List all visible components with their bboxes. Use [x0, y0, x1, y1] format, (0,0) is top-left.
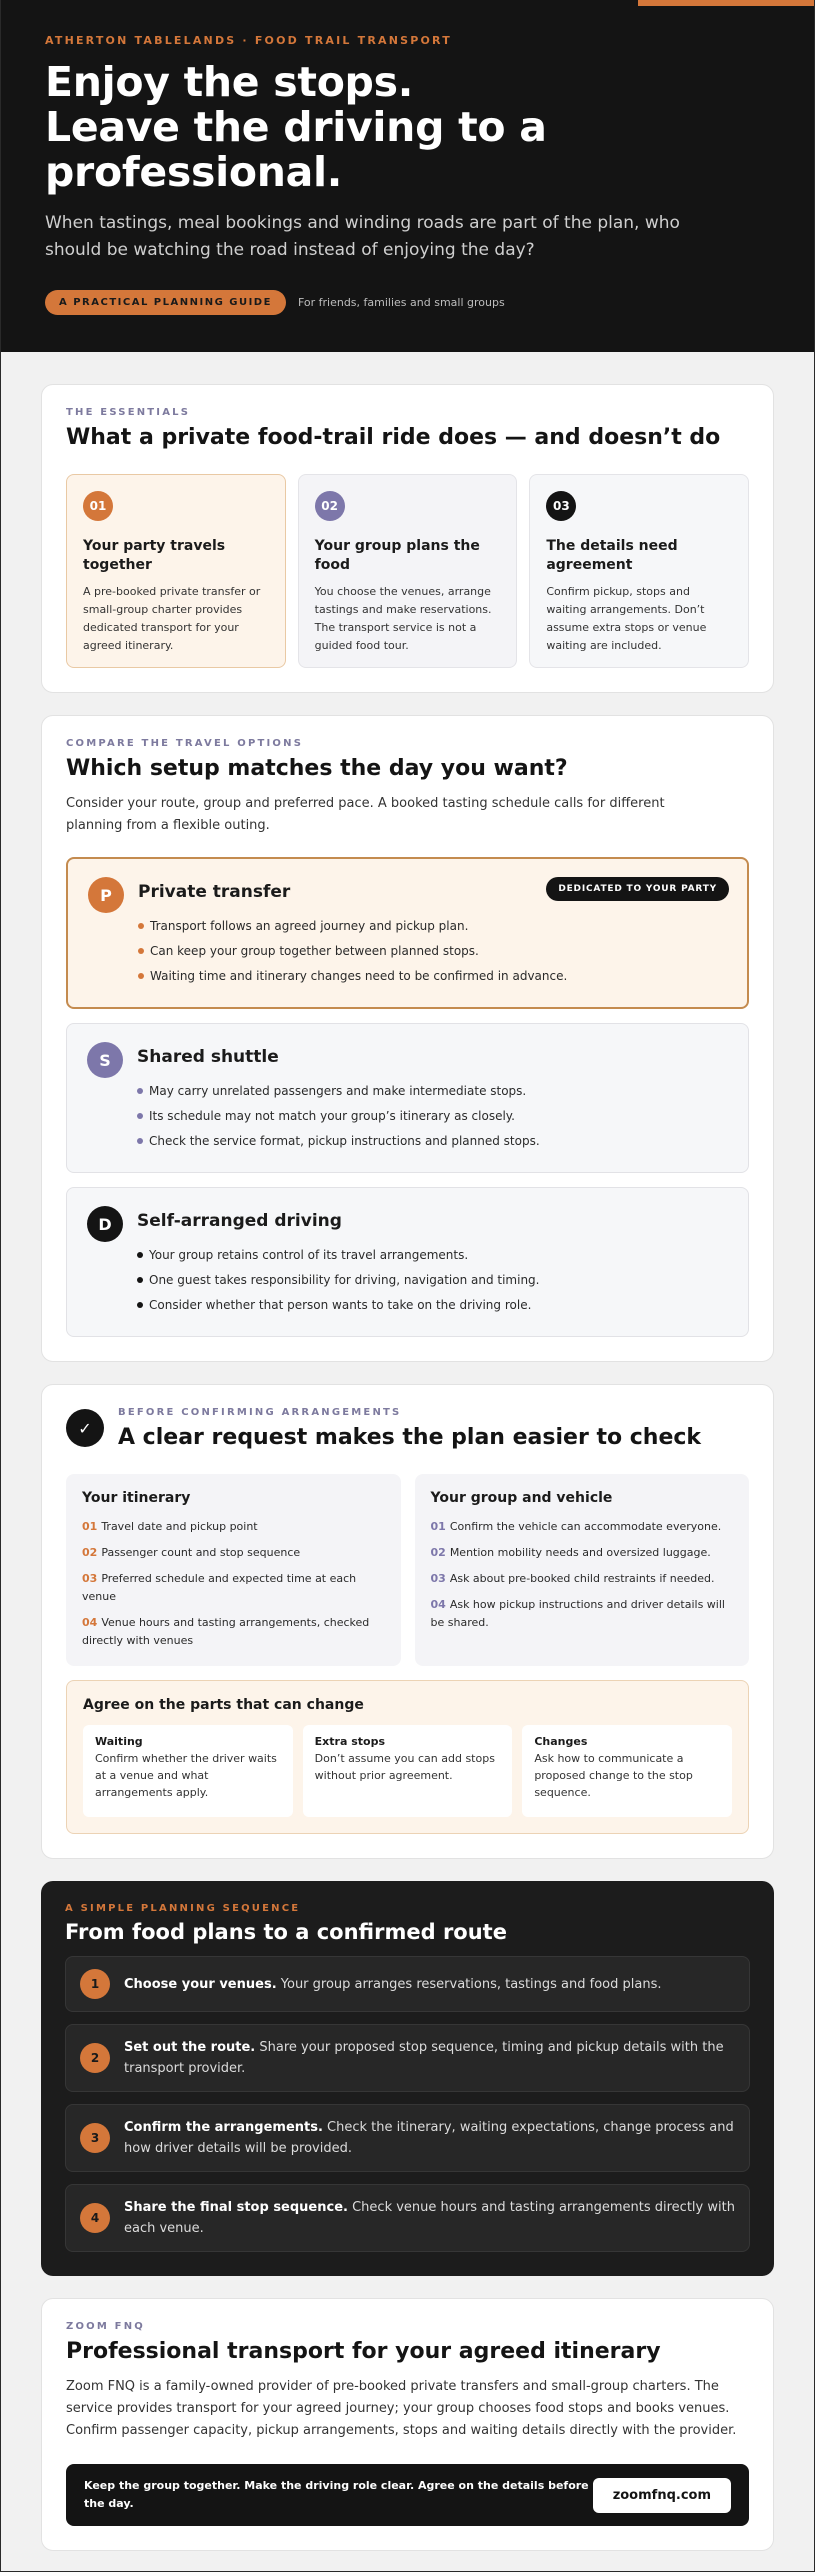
item-text: Ask how pickup instructions and driver details will be shared.	[430, 1598, 725, 1629]
item-text: Venue hours and tasting arrangements, checked directly with venues	[82, 1616, 370, 1647]
steps-list	[65, 1956, 750, 2252]
options-intro: Consider your route, group and preferred pace. A booked tasting schedule calls for different planning from a flexible outing.	[66, 796, 665, 833]
option-letter-badge: S	[87, 1042, 123, 1078]
options-section	[41, 715, 774, 1362]
request-section	[41, 1384, 774, 1859]
option-point-text: Consider whether that person wants to take on the driving role.	[149, 1298, 532, 1312]
change-card-changes	[522, 1725, 732, 1817]
essential-text: A pre-booked private transfer or small-group charter provides dedicated transport for your agreed itinerary.	[83, 585, 261, 652]
sequence-step	[65, 2024, 750, 2092]
essential-text: Confirm pickup, stops and waiting arrangements. Don’t assume extra stops or venue waiting are included.	[546, 585, 707, 652]
change-card-title: Changes	[534, 1735, 588, 1748]
hero-eyebrow: ATHERTON TABLELANDS · FOOD TRAIL TRANSPORT	[45, 34, 452, 47]
essential-title: Your group plans the food	[314, 538, 480, 573]
essential-title: The details need agreement	[546, 538, 678, 573]
list-item	[82, 1518, 385, 1536]
step-heading: Choose your venues.	[124, 1976, 277, 1992]
bullet-dot	[137, 1113, 143, 1119]
item-number: 04	[82, 1616, 98, 1629]
option-point	[137, 1243, 540, 1268]
essentials-section	[41, 384, 774, 693]
item-text: Passenger count and stop sequence	[101, 1546, 301, 1559]
hero-title-line2: Leave the driving to a	[45, 103, 547, 151]
essential-card	[66, 474, 286, 668]
option-point	[137, 1268, 540, 1293]
step-heading: Set out the route.	[124, 2040, 256, 2055]
cta-text: Keep the group together. Make the driving role clear. Agree on the details before the day.	[84, 2479, 589, 2510]
bullet-dot	[137, 1302, 143, 1308]
step-detail: Check the itinerary, waiting expectations, change process and how driver details will be provided.	[124, 2120, 734, 2156]
bullet-dot	[138, 923, 144, 929]
hero-title-line1: Enjoy the stops.	[45, 58, 413, 106]
request-title: A clear request makes the plan easier to check	[118, 1425, 702, 1450]
request-grid	[66, 1474, 749, 1666]
item-text: Mention mobility needs and oversized luggage.	[449, 1546, 711, 1559]
item-number: 01	[82, 1520, 98, 1533]
item-number: 03	[430, 1572, 446, 1585]
hero-title-line3: professional.	[45, 148, 342, 196]
provider-eyebrow: ZOOM FNQ	[66, 2321, 145, 2332]
list-item	[431, 1544, 734, 1562]
list-item	[431, 1570, 734, 1588]
option-title: Shared shuttle	[137, 1047, 279, 1067]
number-badge: 02	[315, 491, 345, 521]
change-card-extra-stops	[303, 1725, 513, 1817]
option-shared-shuttle	[66, 1023, 749, 1173]
item-text: Travel date and pickup point	[101, 1520, 258, 1533]
step-text	[124, 1974, 661, 1995]
options-title: Which setup matches the day you want?	[66, 756, 568, 781]
option-point	[138, 914, 567, 939]
essential-card	[529, 474, 749, 668]
item-text: Ask about pre-booked child restraints if needed.	[449, 1572, 715, 1585]
step-detail: Share your proposed stop sequence, timing and pickup details with the transport provider.	[124, 2040, 724, 2076]
essential-title: Your party travels together	[83, 538, 226, 573]
change-title: Agree on the parts that can change	[83, 1697, 364, 1713]
hero-section	[1, 0, 814, 352]
changeable-parts-box	[66, 1680, 749, 1834]
bullet-dot	[138, 948, 144, 954]
option-points	[138, 914, 567, 989]
option-point	[137, 1129, 540, 1154]
option-point-text: Can keep your group together between planned stops.	[150, 944, 479, 958]
item-number: 03	[82, 1572, 98, 1585]
provider-body: Zoom FNQ is a family-owned provider of pre-booked private transfers and small-group charters. The service provides transport for your agreed journey; your group chooses food stops and books venues. Confirm passenger capacity, pickup arrangements, stops and waiting details directly with the provider.	[66, 2379, 737, 2438]
list-item	[82, 1570, 385, 1606]
list-item	[431, 1518, 734, 1536]
sequence-step	[65, 1956, 750, 2012]
options-eyebrow: COMPARE THE TRAVEL OPTIONS	[66, 738, 304, 749]
option-private-transfer	[66, 857, 749, 1009]
provider-title: Professional transport for your agreed itinerary	[66, 2339, 661, 2364]
option-point	[137, 1104, 540, 1129]
step-detail: Your group arranges reservations, tastings and food plans.	[276, 1976, 662, 1992]
step-number: 3	[80, 2123, 110, 2153]
dedicated-tag: DEDICATED TO YOUR PARTY	[546, 877, 729, 901]
option-point-text: Its schedule may not match your group’s itinerary as closely.	[149, 1109, 515, 1123]
list-item	[82, 1614, 385, 1650]
sequence-title: From food plans to a confirmed route	[65, 1920, 507, 1944]
provider-section	[41, 2298, 774, 2551]
option-point-text: Your group retains control of its travel arrangements.	[149, 1248, 469, 1262]
change-card-text: Confirm whether the driver waits at a venue and what arrangements apply.	[95, 1752, 277, 1799]
bullet-dot	[137, 1088, 143, 1094]
check-icon: ✓	[66, 1409, 104, 1447]
item-number: 04	[430, 1598, 446, 1611]
option-title: Self-arranged driving	[137, 1211, 342, 1231]
bullet-dot	[137, 1252, 143, 1258]
option-self-arranged-driving	[66, 1187, 749, 1337]
audience-note: For friends, families and small groups	[297, 296, 505, 309]
step-heading: Confirm the arrangements.	[124, 2120, 323, 2135]
list-item	[431, 1596, 734, 1632]
number-badge: 01	[83, 491, 113, 521]
essential-card	[298, 474, 518, 668]
website-link-button[interactable]: zoomfnq.com	[593, 2478, 731, 2513]
option-point-text: One guest takes responsibility for driving, navigation and timing.	[149, 1273, 540, 1287]
step-detail: Check venue hours and tasting arrangements directly with each venue.	[124, 2200, 735, 2236]
option-points	[137, 1243, 540, 1318]
option-point-text: Check the service format, pickup instructions and planned stops.	[149, 1134, 540, 1148]
itinerary-list	[82, 1518, 385, 1650]
step-text	[124, 2117, 735, 2159]
essential-text: You choose the venues, arrange tastings and make reservations. The transport service is not a guided food tour.	[314, 585, 492, 652]
step-number: 4	[80, 2203, 110, 2233]
step-number: 2	[80, 2043, 110, 2073]
option-point	[137, 1079, 540, 1104]
request-eyebrow: BEFORE CONFIRMING ARRANGEMENTS	[118, 1407, 402, 1418]
bullet-dot	[137, 1277, 143, 1283]
essentials-grid	[66, 474, 749, 668]
change-card-waiting	[83, 1725, 293, 1817]
option-point-text: Transport follows an agreed journey and pickup plan.	[150, 919, 469, 933]
option-letter-badge: P	[88, 877, 124, 913]
bullet-dot	[138, 973, 144, 979]
group-title: Your group and vehicle	[430, 1490, 613, 1506]
item-number: 01	[430, 1520, 446, 1533]
change-card-title: Extra stops	[314, 1735, 385, 1748]
group-list	[431, 1518, 734, 1632]
change-grid	[83, 1725, 732, 1817]
option-points	[137, 1079, 540, 1154]
essentials-title: What a private food-trail ride does — and doesn’t do	[66, 425, 721, 450]
sequence-eyebrow: A SIMPLE PLANNING SEQUENCE	[65, 1903, 301, 1914]
itinerary-title: Your itinerary	[82, 1490, 191, 1506]
request-header	[66, 1407, 749, 1452]
option-point	[138, 939, 567, 964]
step-text	[124, 2037, 735, 2079]
sequence-step	[65, 2104, 750, 2172]
sequence-step	[65, 2184, 750, 2252]
item-text: Preferred schedule and expected time at each venue	[82, 1572, 357, 1603]
itinerary-checklist	[66, 1474, 401, 1666]
hero-title	[45, 60, 685, 195]
cta-banner	[66, 2464, 749, 2526]
group-vehicle-checklist	[415, 1474, 750, 1666]
change-card-title: Waiting	[95, 1735, 143, 1748]
item-number: 02	[82, 1546, 98, 1559]
option-point	[138, 964, 567, 989]
planning-sequence-section	[41, 1881, 774, 2276]
option-letter-badge: D	[87, 1206, 123, 1242]
change-card-text: Ask how to communicate a proposed change to the stop sequence.	[534, 1752, 693, 1799]
step-text	[124, 2197, 735, 2239]
step-number: 1	[80, 1969, 110, 1999]
essentials-eyebrow: THE ESSENTIALS	[66, 407, 191, 418]
change-card-text: Don’t assume you can add stops without prior agreement.	[314, 1752, 495, 1782]
step-heading: Share the final stop sequence.	[124, 2200, 348, 2215]
option-point-text: May carry unrelated passengers and make intermediate stops.	[149, 1084, 527, 1098]
number-badge: 03	[546, 491, 576, 521]
option-point-text: Waiting time and itinerary changes need to be confirmed in advance.	[150, 969, 568, 983]
planning-guide-badge: A PRACTICAL PLANNING GUIDE	[45, 290, 286, 315]
list-item	[82, 1544, 385, 1562]
hero-lead: When tastings, meal bookings and winding roads are part of the plan, who should be watching the road instead of enjoying the day?	[45, 213, 680, 260]
option-point	[137, 1293, 540, 1318]
item-number: 02	[430, 1546, 446, 1559]
option-title: Private transfer	[138, 882, 291, 902]
accent-line	[638, 0, 814, 6]
item-text: Confirm the vehicle can accommodate everyone.	[449, 1520, 722, 1533]
hero-pill-row	[45, 290, 505, 315]
bullet-dot	[137, 1138, 143, 1144]
